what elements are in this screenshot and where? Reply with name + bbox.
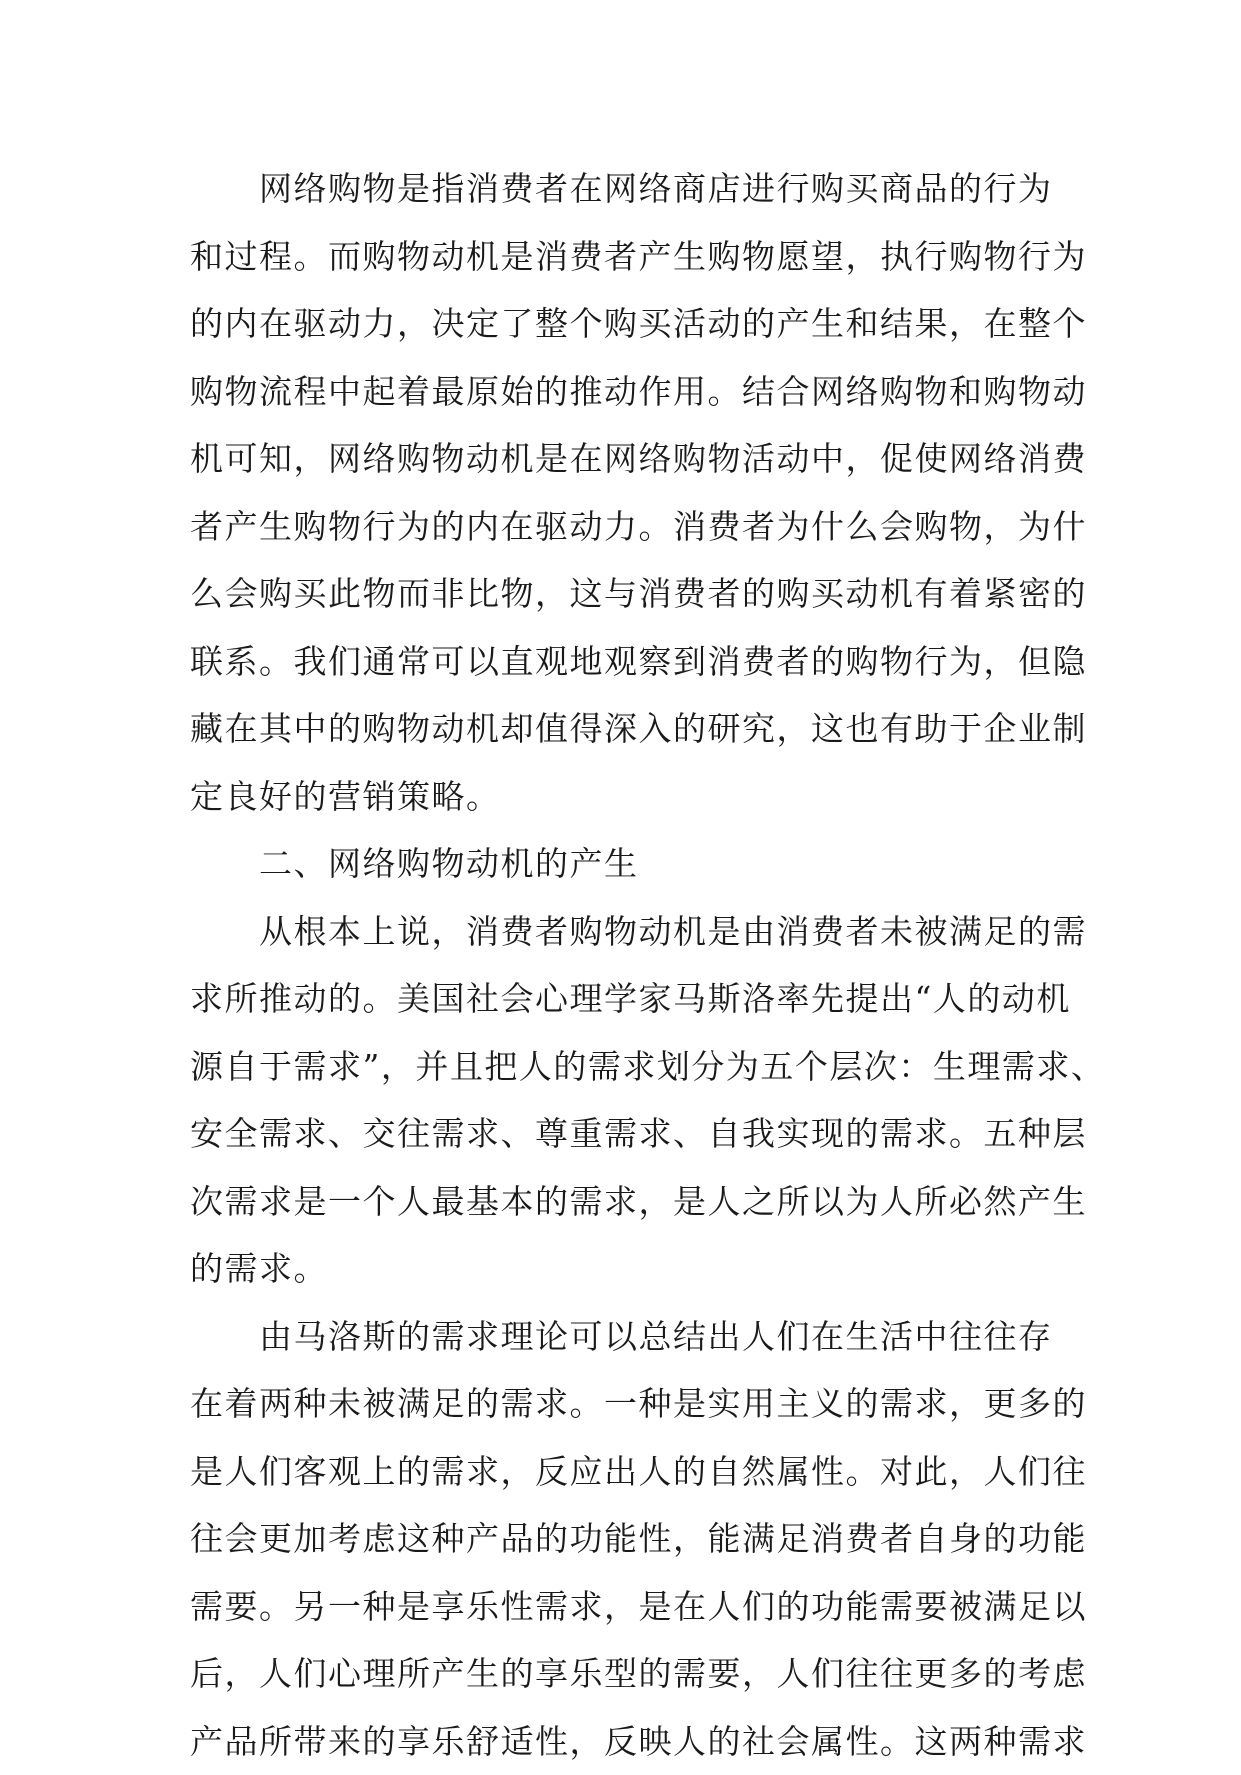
text-line: 从根本上说，消费者购物动机是由消费者未被满足的需 — [190, 898, 1060, 966]
text-line: 定良好的营销策略。 — [190, 763, 1060, 831]
text-line: 是人们客观上的需求，反应出人的自然属性。对此，人们往 — [190, 1438, 1060, 1506]
text-line: 机可知，网络购物动机是在网络购物活动中，促使网络消费 — [190, 425, 1060, 493]
text-line: 网络购物是指消费者在网络商店进行购买商品的行为 — [190, 155, 1060, 223]
text-line: 后，人们心理所产生的享乐型的需要，人们往往更多的考虑 — [190, 1640, 1060, 1708]
text-line: 的需求。 — [190, 1235, 1060, 1303]
text-line: 需要。另一种是享乐性需求，是在人们的功能需要被满足以 — [190, 1573, 1060, 1641]
text-line: 联系。我们通常可以直观地观察到消费者的购物行为，但隐 — [190, 628, 1060, 696]
text-line: 么会购买此物而非比物，这与消费者的购买动机有着紧密的 — [190, 560, 1060, 628]
text-line: 者产生购物行为的内在驱动力。消费者为什么会购物，为什 — [190, 493, 1060, 561]
text-line: 由马洛斯的需求理论可以总结出人们在生活中往往存 — [190, 1303, 1060, 1371]
section-heading: 二、网络购物动机的产生 — [190, 830, 1060, 898]
text-line: 安全需求、交往需求、尊重需求、自我实现的需求。五种层 — [190, 1100, 1060, 1168]
text-line: 产品所带来的享乐舒适性，反映人的社会属性。这两种需求 — [190, 1708, 1060, 1775]
text-line: 的内在驱动力，决定了整个购买活动的产生和结果，在整个 — [190, 290, 1060, 358]
text-line: 在着两种未被满足的需求。一种是实用主义的需求，更多的 — [190, 1370, 1060, 1438]
text-line: 藏在其中的购物动机却值得深入的研究，这也有助于企业制 — [190, 695, 1060, 763]
text-line: 往会更加考虑这种产品的功能性，能满足消费者自身的功能 — [190, 1505, 1060, 1573]
text-line: 和过程。而购物动机是消费者产生购物愿望，执行购物行为 — [190, 223, 1060, 291]
text-line: 次需求是一个人最基本的需求，是人之所以为人所必然产生 — [190, 1168, 1060, 1236]
body-text — [190, 155, 1060, 1775]
text-line: 购物流程中起着最原始的推动作用。结合网络购物和购物动 — [190, 358, 1060, 426]
text-line: 源自于需求”，并且把人的需求划分为五个层次：生理需求、 — [190, 1033, 1060, 1101]
text-line: 求所推动的。美国社会心理学家马斯洛率先提出“人的动机 — [190, 965, 1060, 1033]
